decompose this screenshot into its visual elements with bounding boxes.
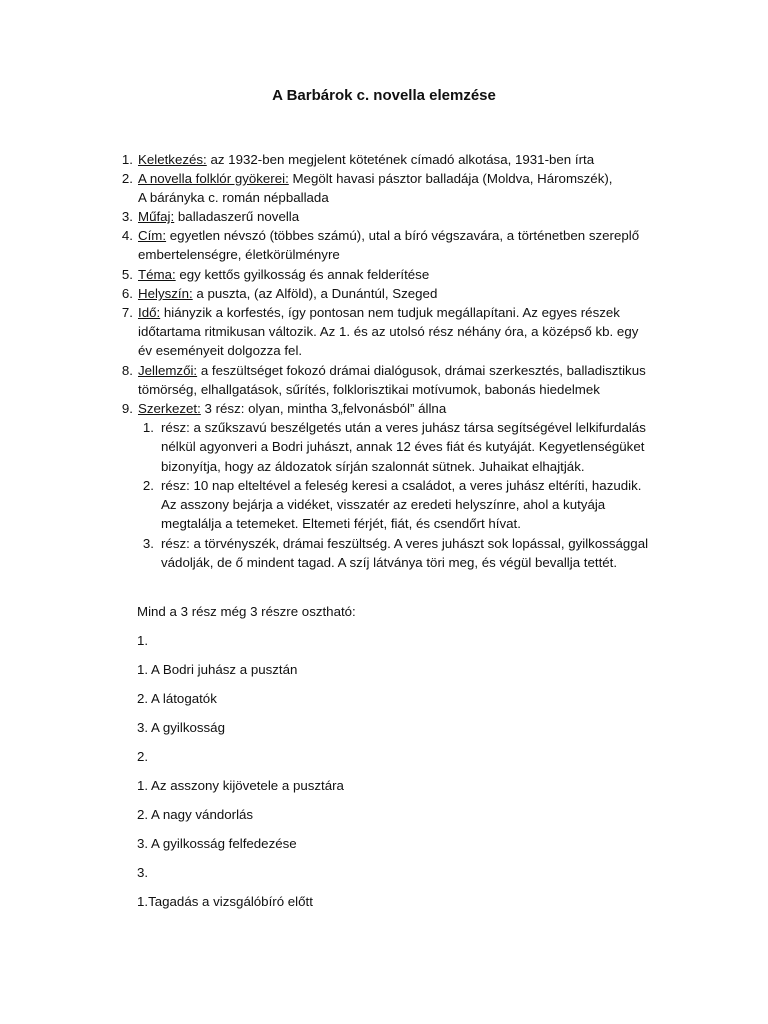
item-label: Szerkezet: [138, 401, 201, 416]
item-text-continuation: A bárányka c. román népballada [138, 190, 329, 205]
item-label: Idő: [138, 305, 161, 320]
list-number: 1. [121, 152, 133, 167]
sub-item-continuation: megtalálja a tetemeket. Eltemeti férjét, fiát, és csendőrt hívat. [161, 516, 521, 531]
document-title: A Barbárok c. novella elemzése [272, 87, 496, 104]
list-number: 7. [121, 305, 133, 320]
item-label: A novella folklór gyökerei: [138, 171, 289, 186]
list-number: 3. [121, 209, 133, 224]
sub-item-continuation: Az asszony bejárja a vidéket, visszatér az eredeti helyszínre, ahol a kutyája [161, 497, 606, 512]
item-text: hiányzik a korfestés, így pontosan nem tudjuk megállapítani. Az egyes részek [160, 305, 620, 320]
item-label: Jellemzői: [138, 363, 198, 378]
outline-line: 3. A gyilkosság [137, 720, 225, 735]
sub-item-text: rész: a szűkszavú beszélgetés után a veres juhász társa segítségével lelkifurdalás [161, 420, 646, 435]
outline-line: 1.Tagadás a vizsgálóbíró előtt [137, 894, 313, 909]
outline-line: 1. A Bodri juhász a pusztán [137, 662, 298, 677]
item-text-continuation: év eseményeit dolgozza fel. [138, 343, 303, 358]
item-text: a puszta, (az Alföld), a Dunántúl, Szeged [192, 286, 438, 301]
item-text: egyetlen névszó (többes számú), utal a bíró végszavára, a történetben szereplő [166, 228, 640, 243]
item-text: Megölt havasi pásztor balladája (Moldva, Háromszék), [288, 171, 613, 186]
sub-list-number: 1. [142, 420, 154, 435]
sub-item-continuation: vádolják, de ő mindent tagad. A szíj látványa töri meg, és végül bevallja tettét. [161, 555, 618, 570]
item-text-continuation: embertelenségre, életkörülményre [138, 247, 340, 262]
sub-item-text: rész: 10 nap elteltével a feleség keresi a családot, a veres juhász eltéríti, hazudik. [161, 478, 642, 493]
section-number: 3. [137, 865, 149, 880]
item-text: balladaszerű novella [174, 209, 300, 224]
list-number: 6. [121, 286, 133, 301]
item-label: Helyszín: [138, 286, 193, 301]
list-number: 8. [121, 363, 133, 378]
section-number: 1. [137, 633, 149, 648]
paragraph: Mind a 3 rész még 3 részre osztható: [137, 604, 356, 619]
outline-line: 3. A gyilkosság felfedezése [137, 836, 297, 851]
outline-line: 1. Az asszony kijövetele a pusztára [137, 778, 344, 793]
sub-list-number: 2. [142, 478, 154, 493]
list-number: 2. [121, 171, 133, 186]
section-number: 2. [137, 749, 149, 764]
list-number: 4. [121, 228, 133, 243]
sub-item-continuation: bizonyítja, hogy az áldozatok sírján szalonnát sütnek. Juhaikat elhajtják. [161, 459, 585, 474]
item-text-continuation: tömörség, elhallgatások, sűrítés, folklorisztikai motívumok, babonás hiedelmek [138, 382, 600, 397]
item-text-continuation: időtartama ritmikusan változik. Az 1. és az utolsó rész néhány óra, a középső kb. egy [138, 324, 639, 339]
item-text: egy kettős gyilkosság és annak felderítése [175, 267, 430, 282]
item-text: 3 rész: olyan, mintha 3„felvonásból” állna [200, 401, 447, 416]
item-label: Műfaj: [138, 209, 175, 224]
list-number: 5. [121, 267, 133, 282]
item-text: az 1932-ben megjelent kötetének címadó alkotása, 1931-ben írta [206, 152, 595, 167]
item-label: Téma: [138, 267, 176, 282]
sub-item-text: rész: a törvényszék, drámai feszültség. A veres juhászt sok lopással, gyilkossággal [161, 536, 649, 551]
item-label: Keletkezés: [138, 152, 207, 167]
sub-item-continuation: nélkül agyonveri a Bodri juhászt, annak 12 éves fiát és kutyáját. Kegyetlenségüket [161, 439, 645, 454]
item-text: a feszültséget fokozó drámai dialógusok, drámai szerkesztés, balladisztikus [197, 363, 646, 378]
item-label: Cím: [138, 228, 167, 243]
list-number: 9. [121, 401, 133, 416]
outline-line: 2. A nagy vándorlás [137, 807, 254, 822]
outline-line: 2. A látogatók [137, 691, 217, 706]
sub-list-number: 3. [142, 536, 154, 551]
